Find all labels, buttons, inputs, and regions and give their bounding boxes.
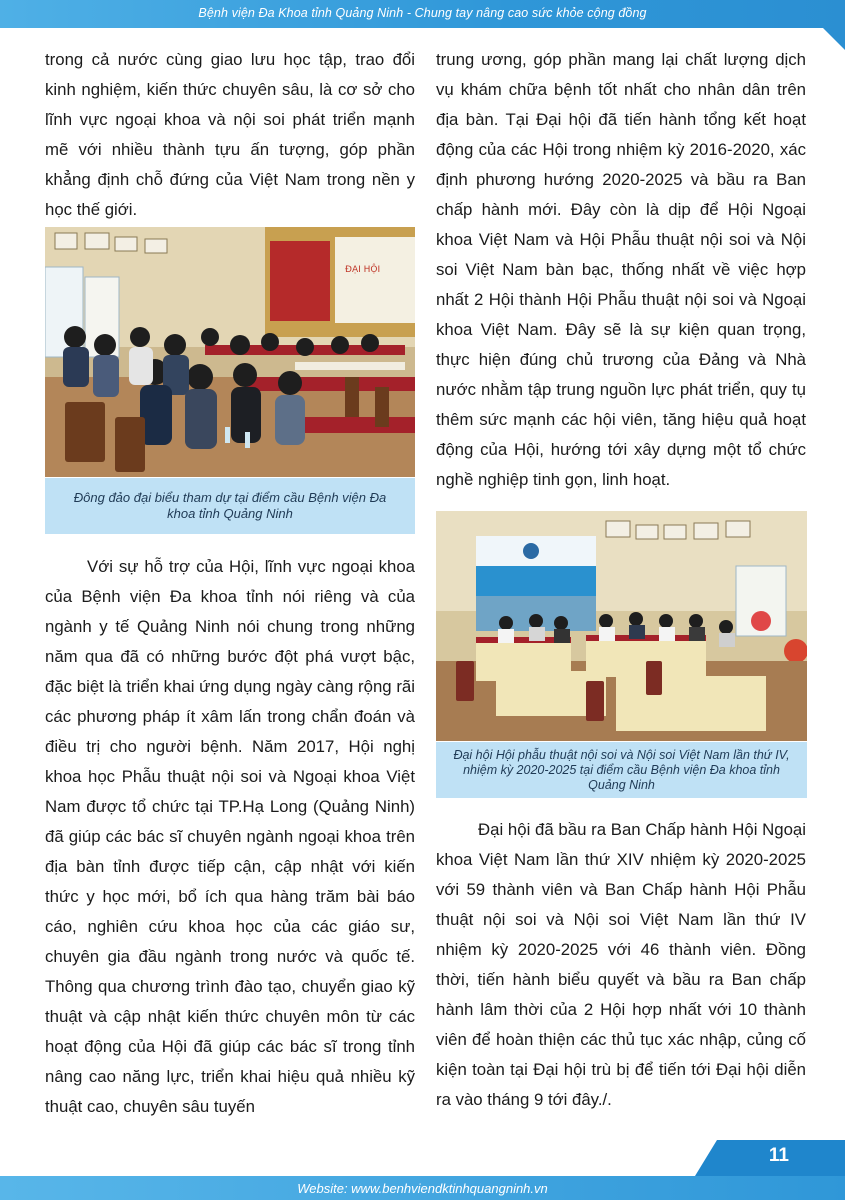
right-column [436, 45, 806, 495]
photo-caption-right: Đại hội Hội phẫu thuật nội soi và Nội soi Việt Nam lần thứ IV, nhiệm kỳ 2020-2025 tại điểm cầu Bệnh viện Đa khoa tỉnh Quảng Ninh [436, 742, 807, 798]
right-paragraph-bottom: Đại hội đã bầu ra Ban Chấp hành Hội Ngoại khoa Việt Nam lần thứ XIV nhiệm kỳ 2020-2025 với 59 thành viên và Ban Chấp hành Hội Phẫu thuật nội soi và Nội soi Việt Nam lần thứ IV nhiệm kỳ 2020-2025 với 46 thành viên. Đồng thời, tiến hành biểu quyết và bầu ra Ban chấp hành lâm thời của 2 Hội hợp nhất với 10 thành viên để hoàn thiện các thủ tục xác nhập, củng cố kiện toàn tại Đại hội trù bị để tiến tới Đại hội diễn ra vào tháng 9 tới đây./. [436, 820, 806, 1109]
right-column-lower [436, 815, 806, 1115]
header-tagline: Bệnh viện Đa Khoa tỉnh Quảng Ninh - Chung tay nâng cao sức khỏe cộng đồng [198, 6, 647, 20]
left-paragraph-main: Với sự hỗ trợ của Hội, lĩnh vực ngoại khoa của Bệnh viện Đa khoa tỉnh nói riêng và của ngành y tế Quảng Ninh nói chung trong những năm qua đã có những bước đột phá vượt bậc, đặc biệt là triển khai ứng dụng ngày càng rộng rãi các phương pháp ít xâm lấn trong chẩn đoán và điều trị cho người bệnh. Năm 2017, Hội nghị khoa học Phẫu thuật nội soi và Ngoại khoa Việt Nam được tổ chức tại TP.Hạ Long (Quảng Ninh) đã giúp các bác sĩ chuyên ngành ngoại khoa trên địa bàn tỉnh được tiếp cận, cập nhật với kiến thức y học mới, bổ ích qua hàng trăm bài báo cáo, nghiên cứu khoa học của các giáo sư, chuyên gia đầu ngành trong nước và quốc tế. Thông qua chương trình đào tạo, chuyển giao kỹ thuật và cập nhật kiến thức chuyên môn từ các hoạt động của Hội đã giúp các bác sĩ trong tỉnh nâng cao năng lực, triển khai hiệu quả nhiều kỹ thuật cao, chuyên sâu tuyến [45, 557, 415, 1116]
header-notch [823, 28, 845, 50]
photo-caption-left: Đông đảo đại biểu tham dự tại điểm cầu Bệnh viện Đa khoa tỉnh Quảng Ninh [45, 478, 415, 534]
footer-website: Website: www.benhviendktinhquangninh.vn [297, 1181, 548, 1196]
conference-photo-right [436, 511, 807, 741]
right-paragraph-top: trung ương, góp phần mang lại chất lượng dịch vụ khám chữa bệnh tốt nhất cho nhân dân trên địa bàn. Tại Đại hội đã tiến hành tổng kết hoạt động của các Hội trong nhiệm kỳ 2016-2020, xác định phương hướng 2020-2025 và bầu ra Ban chấp hành mới. Đây còn là dịp để Hội Ngoại khoa Việt Nam và Hội Phẫu thuật nội soi và Nội soi Việt Nam bàn bạc, thống nhất về việc hợp nhất 2 Hội thành Hội Phẫu thuật nội soi và Ngoại khoa Việt Nam. Đây sẽ là sự kiện quan trọng, thực hiện đúng chủ trương của Đảng và Nhà nước nhằm tập trung nguồn lực phát triển, quy tụ thêm sức mạnh các hội viên, tăng hiệu quả hoạt động của Hội, hướng tới xây dựng một tổ chức nghề nghiệp tinh gọn, linh hoạt. [436, 50, 806, 489]
page-header [0, 0, 845, 28]
left-column [45, 45, 415, 225]
conference-photo-left [45, 227, 415, 477]
page-number: 11 [768, 1145, 789, 1166]
left-column-lower [45, 552, 415, 1122]
left-paragraph-top: trong cả nước cùng giao lưu học tập, trao đổi kinh nghiệm, kiến thức chuyên sâu, là cơ sở cho lĩnh vực ngoại khoa và nội soi phát triển mạnh mẽ với nhiều thành tựu ấn tượng, góp phần khẳng định chỗ đứng của Việt Nam trong nền y học thế giới. [45, 50, 415, 219]
svg-text:ĐẠI HỘI: ĐẠI HỘI [345, 265, 381, 275]
